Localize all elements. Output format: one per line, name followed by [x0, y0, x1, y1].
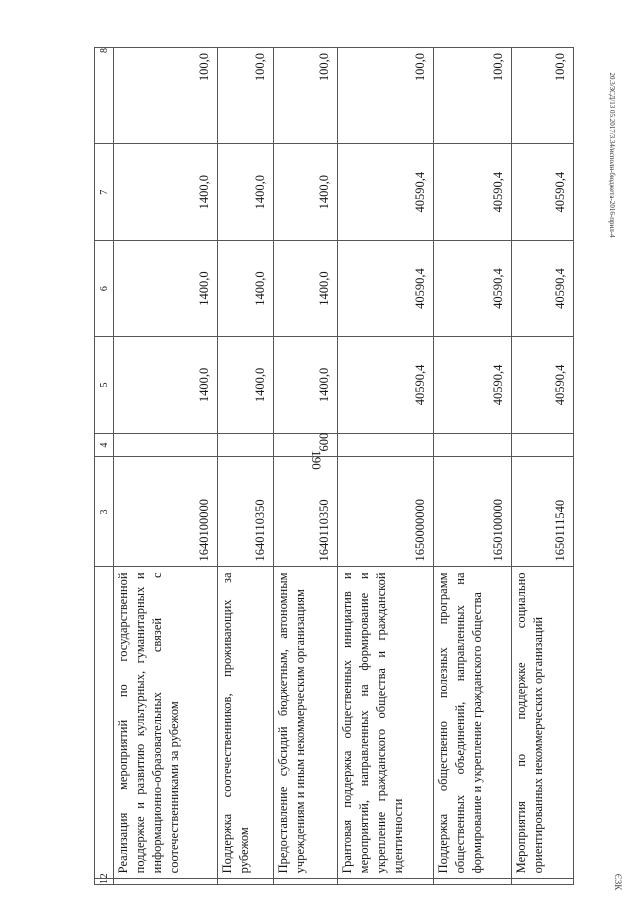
- row-blank-cell: [338, 879, 434, 885]
- budget-table-container: [94, 47, 567, 885]
- row-blank-cell: [218, 879, 274, 885]
- row-col-6: 1400,0: [114, 240, 218, 336]
- row-code: 1650111540: [512, 457, 574, 567]
- footer-document-code: 20.3/ЗСД/13 05.2017/3.34/исполн-бюджета-2016-прил-4: [608, 72, 616, 238]
- row-code: 1650100000: [434, 457, 512, 567]
- row-col-5: 40590,4: [434, 337, 512, 433]
- row-name: Грантовая поддержка общественных инициатив и мероприятий, направленных на формирование и укрепление гражданского общества и гражданской идентичности: [338, 567, 434, 879]
- row-code: 1640110350: [274, 457, 338, 567]
- page-number: 190: [309, 450, 324, 470]
- table-row: [218, 48, 274, 885]
- row-col-7: 40590,4: [338, 144, 434, 240]
- row-name: Мероприятия по поддержке социально ориентированных некоммерческих организаций: [512, 567, 574, 879]
- row-kvr: [114, 433, 218, 457]
- row-col-5: 40590,4: [512, 337, 574, 433]
- row-code: 1650000000: [338, 457, 434, 567]
- row-col-5: 40590,4: [338, 337, 434, 433]
- corner-mark: ЄЗК: [613, 873, 623, 891]
- header-col-3: 3: [95, 457, 114, 567]
- table-row: [274, 48, 338, 885]
- row-kvr: [512, 433, 574, 457]
- row-col-7: 40590,4: [434, 144, 512, 240]
- header-col-8: 8: [95, 48, 114, 144]
- header-col-1: 1: [95, 879, 114, 885]
- header-col-6: 6: [95, 240, 114, 336]
- header-col-5: 5: [95, 337, 114, 433]
- row-col-6: 40590,4: [434, 240, 512, 336]
- row-col-6: 1400,0: [218, 240, 274, 336]
- table-header-row: [95, 48, 114, 885]
- row-col-7: 1400,0: [218, 144, 274, 240]
- table-row: [338, 48, 434, 885]
- row-name: Поддержка общественно полезных программ общественных объединений, направленных на формирование и укрепление гражданского общества: [434, 567, 512, 879]
- row-col-7: 1400,0: [114, 144, 218, 240]
- table-row: [512, 48, 574, 885]
- row-kvr: [338, 433, 434, 457]
- header-col-7: 7: [95, 144, 114, 240]
- row-col-8: 100,0: [274, 48, 338, 144]
- row-col-8: 100,0: [218, 48, 274, 144]
- row-col-8: 100,0: [434, 48, 512, 144]
- row-kvr: [434, 433, 512, 457]
- row-col-6: 40590,4: [512, 240, 574, 336]
- row-blank-cell: [274, 879, 338, 885]
- row-col-6: 1400,0: [274, 240, 338, 336]
- header-col-4: 4: [95, 433, 114, 457]
- row-code: 1640100000: [114, 457, 218, 567]
- row-col-6: 40590,4: [338, 240, 434, 336]
- row-col-5: 1400,0: [218, 337, 274, 433]
- row-col-5: 1400,0: [114, 337, 218, 433]
- row-name: Предоставление субсидий бюджетным, автономным учреждениям и иным некоммерческим организациям: [274, 567, 338, 879]
- table-row: [114, 48, 218, 885]
- table-row: [434, 48, 512, 885]
- row-col-8: 100,0: [512, 48, 574, 144]
- row-kvr: [218, 433, 274, 457]
- row-name: Поддержка соотечественников, проживающих за рубежом: [218, 567, 274, 879]
- budget-execution-table: [94, 47, 574, 885]
- row-code: 1640110350: [218, 457, 274, 567]
- row-blank-cell: [512, 879, 574, 885]
- row-col-8: 100,0: [114, 48, 218, 144]
- header-col-2: 2: [95, 567, 114, 879]
- row-name: Реализация мероприятий по государственной поддержке и развитию культурных, гуманитарных и информационно-образовательных связей с соотечественниками за рубежом: [114, 567, 218, 879]
- row-blank-cell: [434, 879, 512, 885]
- row-col-8: 100,0: [338, 48, 434, 144]
- row-blank-cell: [114, 879, 218, 885]
- row-col-7: 40590,4: [512, 144, 574, 240]
- row-col-7: 1400,0: [274, 144, 338, 240]
- row-col-5: 1400,0: [274, 337, 338, 433]
- row-kvr: 600: [274, 433, 338, 457]
